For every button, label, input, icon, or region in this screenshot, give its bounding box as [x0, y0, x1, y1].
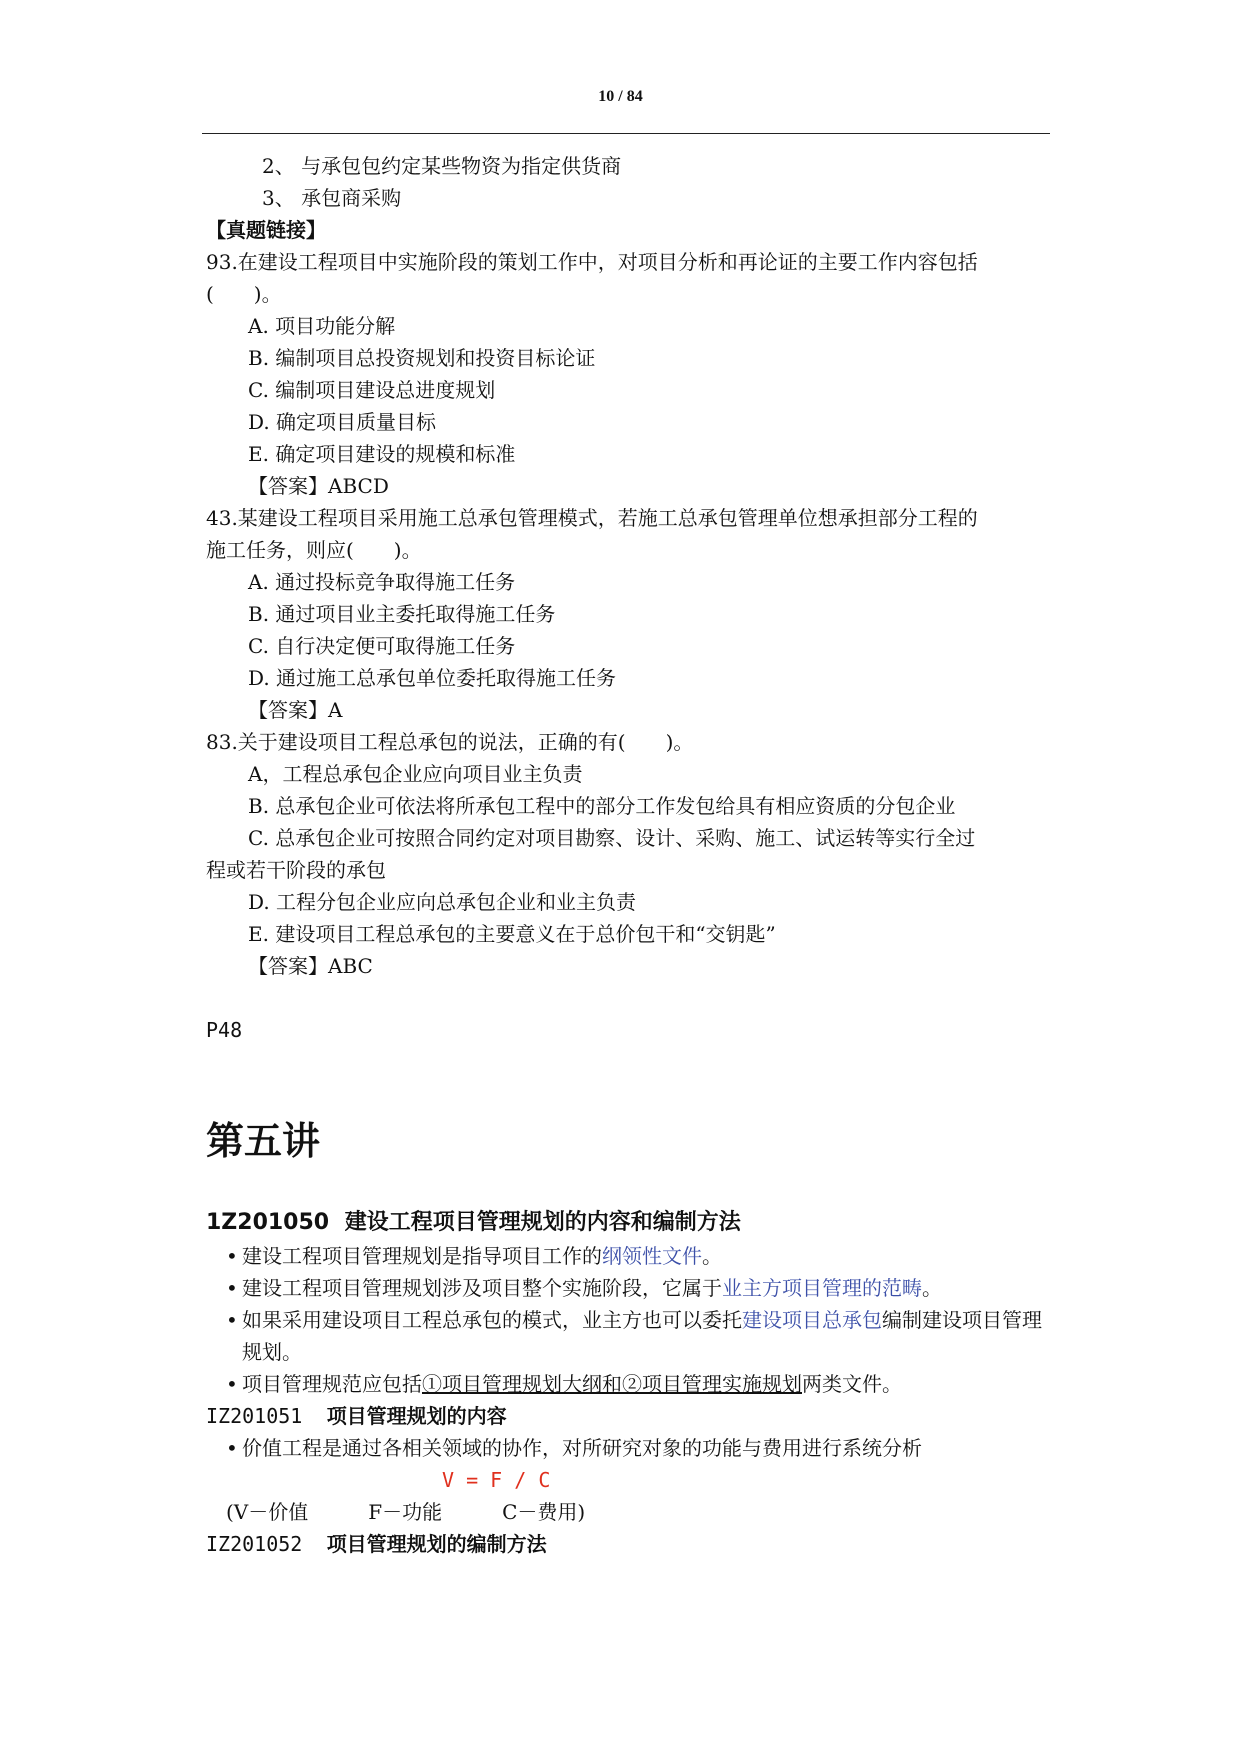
underlined-text: ①项目管理规划大纲和②项目管理实施规划 [422, 1372, 802, 1396]
section-code: IZ201052 [206, 1532, 303, 1556]
question-93-stem: 93.在建设工程项目中实施阶段的策划工作中，对项目分析和再论证的主要工作内容包括 [206, 250, 978, 274]
page-reference: P48 [206, 1018, 243, 1042]
lecture-title: 第五讲 [206, 1119, 321, 1163]
section-link-heading: 【真题链接】 [206, 218, 326, 242]
highlight-text: 业主方项目管理的范畴 [722, 1276, 922, 1300]
question-83-stem: 83.关于建设项目工程总承包的说法，正确的有( )。 [206, 730, 694, 754]
value-formula: V = F / C [442, 1468, 551, 1492]
section-code: 1Z201050 [206, 1210, 330, 1235]
question-43-stem: 43.某建设工程项目采用施工总承包管理模式，若施工总承包管理单位想承担部分工程的 [206, 506, 978, 530]
bullet-dot-icon: • [226, 1372, 238, 1396]
option-item: A，工程总承包企业应向项目业主负责 [248, 762, 583, 786]
option-item: D. 确定项目质量目标 [248, 410, 437, 434]
option-item: D. 通过施工总承包单位委托取得施工任务 [248, 666, 617, 690]
header-rule [202, 133, 1050, 134]
bullet-item: • 建设工程项目管理规划是指导项目工作的纲领性文件。 [206, 1240, 1050, 1272]
section-heading-iz201052 [206, 1528, 1050, 1560]
document-body [206, 150, 1050, 1560]
option-item: B. 总承包企业可依法将所承包工程中的部分工作发包给具有相应资质的分包企业 [248, 794, 956, 818]
formula-legend: (V－价值 F－功能 C－费用) [226, 1500, 586, 1524]
option-item: E. 确定项目建设的规模和标准 [248, 442, 516, 466]
option-item: B. 编制项目总投资规划和投资目标论证 [248, 346, 596, 370]
bullet-dot-icon: • [226, 1244, 238, 1268]
bullet-dot-icon: • [226, 1276, 238, 1300]
answer: 【答案】ABC [248, 954, 373, 978]
spacer [206, 982, 1050, 1014]
option-item: A. 项目功能分解 [248, 314, 396, 338]
question-43-stem-cont: 施工任务，则应( )。 [206, 538, 422, 562]
section-heading-iz201051 [206, 1400, 1050, 1432]
option-item: C. 自行决定便可取得施工任务 [248, 634, 516, 658]
option-item: B. 通过项目业主委托取得施工任务 [248, 602, 556, 626]
page-number: 10 / 84 [598, 88, 643, 105]
option-item: A. 通过投标竞争取得施工任务 [248, 570, 516, 594]
spacer [206, 1166, 1050, 1206]
bullet-item: • 项目管理规范应包括①项目管理规划大纲和②项目管理实施规划两类文件。 [206, 1368, 1050, 1400]
section-heading-1z201050 [206, 1206, 1050, 1240]
option-item: D. 工程分包企业应向总承包企业和业主负责 [248, 890, 637, 914]
option-item: C. 编制项目建设总进度规划 [248, 378, 496, 402]
option-item: C. 总承包企业可按照合同约定对项目勘察、设计、采购、施工、试运转等实行全过 [248, 826, 976, 850]
answer: 【答案】ABCD [248, 474, 389, 498]
section-title: 建设工程项目管理规划的内容和编制方法 [344, 1210, 741, 1235]
bullet-item: • 建设工程项目管理规划涉及项目整个实施阶段，它属于业主方项目管理的范畴。 [206, 1272, 1050, 1304]
question-93-stem-cont: ( )。 [206, 282, 282, 306]
bullet-item: • 价值工程是通过各相关领域的协作，对所研究对象的功能与费用进行系统分析 [206, 1432, 1050, 1464]
answer: 【答案】A [248, 698, 343, 722]
bullet-dot-icon: • [226, 1436, 238, 1460]
section-code: IZ201051 [206, 1404, 303, 1428]
highlight-text: 纲领性文件 [602, 1244, 702, 1268]
spacer [206, 1046, 1050, 1110]
bullet-item: • 如果采用建设项目工程总承包的模式，业主方也可以委托建设项目总承包编制建设项目管理规划。 [206, 1304, 1050, 1368]
bullet-dot-icon: • [226, 1308, 238, 1332]
list-item: 3、 承包商采购 [262, 186, 402, 210]
section-title: 项目管理规划的编制方法 [326, 1532, 547, 1556]
list-item: 2、 与承包包约定某些物资为指定供货商 [262, 154, 622, 178]
section-title: 项目管理规划的内容 [326, 1404, 507, 1428]
option-item: E. 建设项目工程总承包的主要意义在于总价包干和“交钥匙” [248, 922, 776, 946]
highlight-text: 建设项目总承包 [742, 1308, 882, 1332]
option-item-cont: 程或若干阶段的承包 [206, 858, 386, 882]
